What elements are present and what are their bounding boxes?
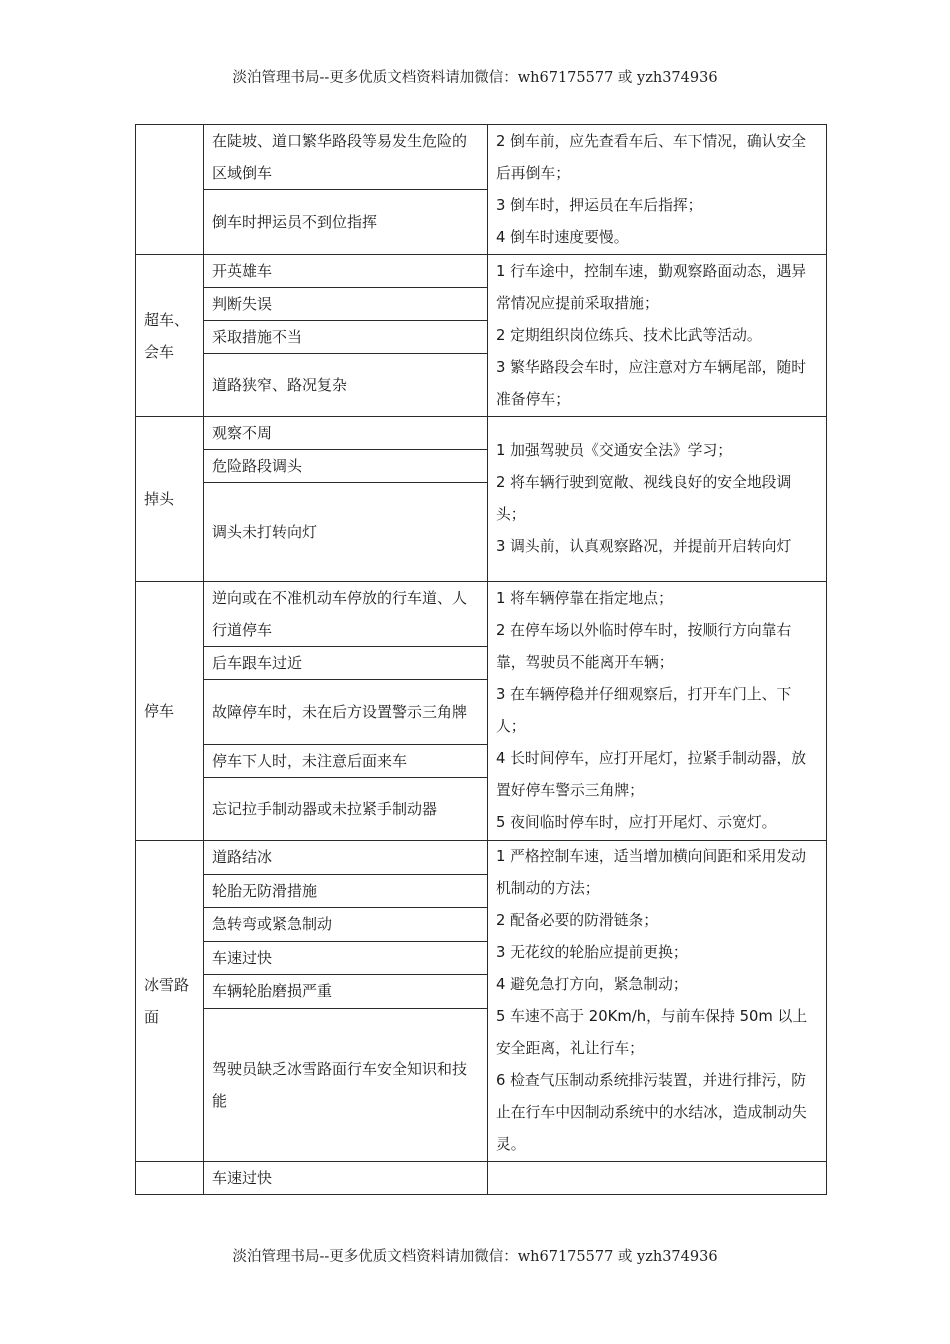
page-header: 淡泊管理书局--更多优质文档资料请加微信：wh67175577 或 yzh374936: [232, 70, 718, 86]
measures-cell: [488, 125, 827, 255]
measure-line: 4 避免急打方向，紧急制动；: [496, 976, 688, 993]
hazard-cell: 道路狭窄、路况复杂: [204, 354, 488, 417]
table-row: [136, 255, 827, 288]
hazard-cell: 车辆轮胎磨损严重: [204, 975, 488, 1009]
measure-line: 5 车速不高于 20Km/h，与前车保持 50m 以上安全距离，礼让行车；: [496, 1008, 808, 1057]
measure-line: 3 在车辆停稳并仔细观察后，打开车门上、下人；: [496, 686, 792, 735]
hazard-cell: 倒车时押运员不到位指挥: [204, 190, 488, 255]
hazard-cell: 开英雄车: [204, 255, 488, 288]
measure-line: 2 倒车前，应先查看车后、车下情况，确认安全后再倒车；: [496, 132, 807, 182]
table-row: [136, 841, 827, 875]
table-row: [136, 582, 827, 647]
measure-line: 2 将车辆行驶到宽敞、视线良好的安全地段调头；: [496, 474, 792, 523]
measures-cell: [488, 1162, 827, 1195]
measure-line: 3 繁华路段会车时，应注意对方车辆尾部，随时准备停车；: [496, 358, 807, 408]
page-footer: 淡泊管理书局--更多优质文档资料请加微信：wh67175577 或 yzh374936: [232, 1249, 718, 1265]
hazard-cell: 停车下人时，未注意后面来车: [204, 745, 488, 778]
measures-cell: [488, 255, 827, 417]
category-cell: 冰雪路面: [136, 841, 204, 1162]
category-cell: 停车: [136, 582, 204, 841]
measure-line: 2 配备必要的防滑链条；: [496, 912, 659, 929]
hazard-measures-table: [135, 124, 827, 1195]
hazard-cell: 危险路段调头: [204, 450, 488, 483]
measure-line: 3 无花纹的轮胎应提前更换；: [496, 944, 688, 961]
category-cell: 超车、会车: [136, 255, 204, 417]
measure-line: 5 夜间临时停车时，应打开尾灯、示宽灯。: [496, 814, 777, 831]
category-cell: [136, 125, 204, 255]
hazard-cell: 后车跟车过近: [204, 647, 488, 680]
category-cell: 掉头: [136, 417, 204, 582]
table-row: [136, 1162, 827, 1195]
measure-line: 3 调头前，认真观察路况，并提前开启转向灯: [496, 538, 792, 555]
measure-line: 2 定期组织岗位练兵、技术比武等活动。: [496, 326, 762, 344]
hazard-cell: 判断失误: [204, 288, 488, 321]
hazard-cell: 观察不周: [204, 417, 488, 450]
hazard-cell: 故障停车时，未在后方设置警示三角牌: [204, 680, 488, 745]
hazard-cell: 调头未打转向灯: [204, 483, 488, 582]
measures-cell: [488, 841, 827, 1162]
table-row: [136, 125, 827, 190]
hazard-cell: 逆向或在不准机动车停放的行车道、人行道停车: [204, 582, 488, 647]
hazard-cell: 采取措施不当: [204, 321, 488, 354]
measure-line: 4 倒车时速度要慢。: [496, 228, 629, 246]
measure-line: 2 在停车场以外临时停车时，按顺行方向靠右靠，驾驶员不能离开车辆；: [496, 622, 792, 671]
hazard-cell: 车速过快: [204, 1162, 488, 1195]
measures-cell: [488, 417, 827, 582]
measures-cell: [488, 582, 827, 841]
hazard-cell: 驾驶员缺乏冰雪路面行车安全知识和技能: [204, 1008, 488, 1161]
measure-line: 3 倒车时，押运员在车后指挥；: [496, 196, 703, 214]
hazard-cell: 忘记拉手制动器或未拉紧手制动器: [204, 778, 488, 841]
measure-line: 6 检查气压制动系统排污装置，并进行排污，防止在行车中因制动系统中的水结冰，造成制动失灵。: [496, 1072, 807, 1153]
measure-line: 1 加强驾驶员《交通安全法》学习；: [496, 442, 733, 459]
measure-line: 1 行车途中，控制车速，勤观察路面动态，遇异常情况应提前采取措施；: [496, 262, 807, 312]
category-cell: [136, 1162, 204, 1195]
hazard-cell: 急转弯或紧急制动: [204, 908, 488, 942]
table-row: [136, 417, 827, 450]
measure-line: 1 将车辆停靠在指定地点；: [496, 590, 673, 607]
hazard-cell: 道路结冰: [204, 841, 488, 875]
hazard-cell: 在陡坡、道口繁华路段等易发生危险的区域倒车: [204, 125, 488, 190]
measure-line: 1 严格控制车速，适当增加横向间距和采用发动机制动的方法；: [496, 848, 807, 897]
hazard-cell: 轮胎无防滑措施: [204, 874, 488, 908]
hazard-cell: 车速过快: [204, 941, 488, 975]
measure-line: 4 长时间停车，应打开尾灯，拉紧手制动器，放置好停车警示三角牌；: [496, 750, 807, 799]
